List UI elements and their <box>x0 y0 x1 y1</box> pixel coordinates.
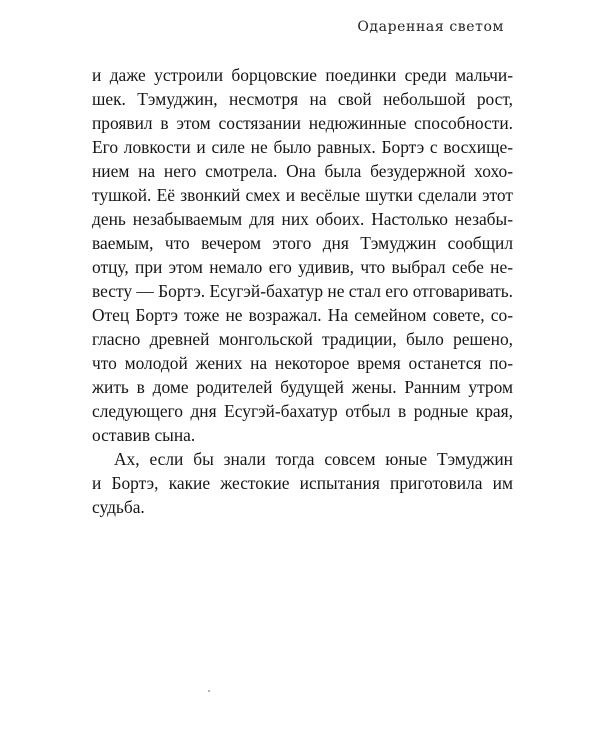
text-line: отцу, при этом немало его удивив, что выбрал себе не- <box>92 257 513 277</box>
text-line: тушкой. Её звонкий смех и весёлые шутки сделали этот <box>92 185 513 205</box>
text-line: Его ловкости и силе не было равных. Бортэ с восхище- <box>92 137 513 157</box>
text-line: оставив сына. <box>92 425 196 445</box>
text-line: шек. Тэмуджин, несмотря на свой небольшой рост, <box>92 89 513 109</box>
paragraph-1 <box>92 63 513 447</box>
text-line: проявил в этом состязании недюжинные способности. <box>92 113 513 133</box>
text-line: ваемым, что вечером этого дня Тэмуджин сообщил <box>92 233 513 253</box>
paragraph-2 <box>92 447 513 519</box>
body-text <box>92 63 513 519</box>
text-line: день незабываемым для них обоих. Настолько незабы- <box>92 209 513 229</box>
running-header: Одаренная светом <box>357 19 504 35</box>
text-line: и Бортэ, какие жестокие испытания приготовила им <box>92 473 513 493</box>
text-line: следующего дня Есугэй-бахатур отбыл в родные края, <box>92 401 513 421</box>
text-line: гласно древней монгольской традиции, было решено, <box>92 329 513 349</box>
text-line: Отец Бортэ тоже не возражал. На семейном совете, со- <box>92 305 513 325</box>
text-line: весту — Бортэ. Есугэй-бахатур не стал его отговаривать. <box>92 281 513 301</box>
text-line: и даже устроили борцовские поединки среди мальчи- <box>92 65 513 85</box>
text-line: что молодой жених на некоторое время останется по- <box>92 353 513 373</box>
text-line: Ах, если бы знали тогда совсем юные Тэмуджин <box>114 449 513 469</box>
text-line: жить в доме родителей будущей жены. Ранним утром <box>92 377 513 397</box>
text-line: судьба. <box>92 497 145 517</box>
page-footer-mark <box>208 690 210 692</box>
text-line: нием на него смотрела. Она была безудержной хохо- <box>92 161 513 181</box>
